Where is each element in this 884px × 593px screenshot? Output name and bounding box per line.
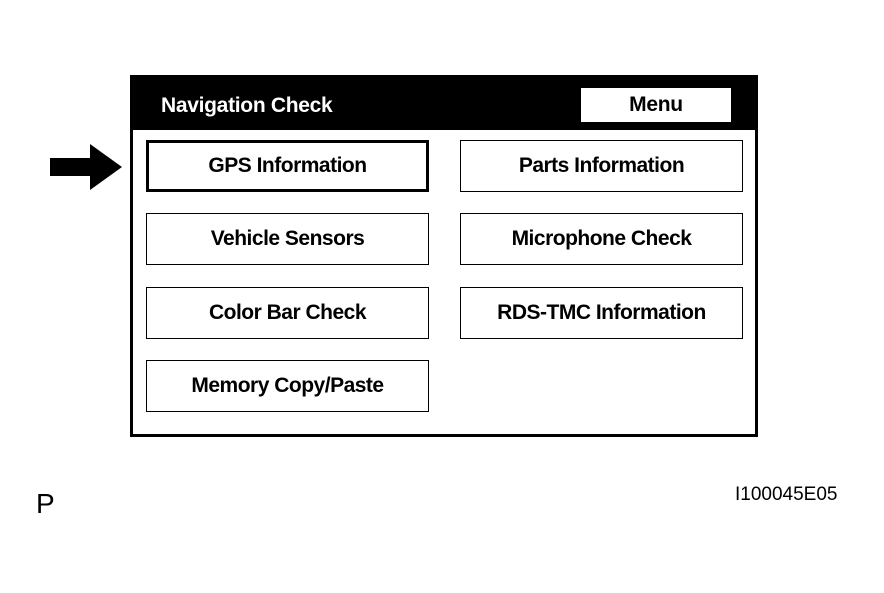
color-bar-check-button[interactable]: Color Bar Check bbox=[146, 287, 429, 339]
memory-copy-paste-button[interactable]: Memory Copy/Paste bbox=[146, 360, 429, 412]
title-bar bbox=[133, 78, 755, 130]
rds-tmc-information-button[interactable]: RDS-TMC Information bbox=[460, 287, 743, 339]
vehicle-sensors-button[interactable]: Vehicle Sensors bbox=[146, 213, 429, 265]
microphone-check-button[interactable]: Microphone Check bbox=[460, 213, 743, 265]
figure-code: I100045E05 bbox=[735, 484, 838, 505]
navigation-check-screen bbox=[130, 75, 758, 437]
screen-title: Navigation Check bbox=[161, 94, 333, 117]
menu-button[interactable]: Menu bbox=[581, 88, 731, 122]
gps-information-button[interactable]: GPS Information bbox=[146, 140, 429, 192]
right-arrow-icon bbox=[50, 144, 122, 190]
corner-letter: P bbox=[36, 488, 55, 519]
parts-information-button[interactable]: Parts Information bbox=[460, 140, 743, 192]
